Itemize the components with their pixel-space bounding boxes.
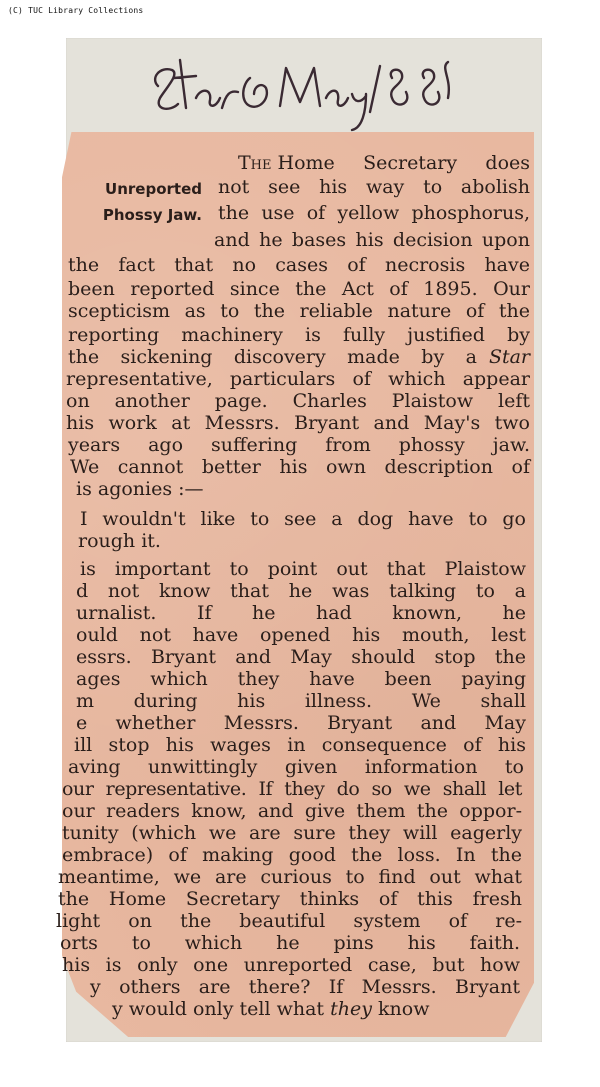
article-line-14: We cannot better his own description of (70, 456, 530, 478)
article-line-8: reporting machinery is fully justified by (68, 324, 530, 346)
article-line-2: not see his way to abolish (218, 176, 530, 198)
article-line-20: urnalist. If he had known, he (76, 602, 526, 624)
article-line-13: years ago suffering from phossy jaw. (68, 434, 530, 456)
copyright-credit: (C) TUC Library Collections (8, 6, 144, 15)
article-line-28: our representative. If they do so we shall let (62, 778, 522, 800)
article-line-7: scepticism as to the reliable nature of the (68, 300, 530, 322)
article-line-6: been reported since the Act of 1895. Our (68, 278, 530, 300)
article-line-9: the sickening discovery made by a Star (68, 346, 530, 368)
article-line-19: d not know that he was talking to a (76, 580, 526, 602)
article-line-5: the fact that no cases of necrosis have (68, 254, 530, 276)
article-line-24: m during his illness. We shall (76, 690, 526, 712)
article-line-26: ill stop his wages in consequence of his (74, 734, 526, 756)
article-line-1: The Home Secretary does (238, 152, 530, 174)
quote-line-2: rough it. (78, 530, 161, 552)
article-line-11: on another page. Charles Plaistow left (66, 390, 530, 412)
article-line-36: his is only one unreported case, but how (62, 954, 520, 976)
article-line-25: e whether Messrs. Bryant and May (76, 712, 526, 734)
marginal-heading-line2: Phossy Jaw. (102, 206, 202, 224)
article-line-3: the use of yellow phosphorus, (218, 202, 530, 224)
article-line-4: and he bases his decision upon (214, 229, 530, 251)
handwritten-date (130, 38, 490, 133)
article-line-30: tunity (which we are sure they will eagerly (62, 822, 522, 844)
article-line-38: y would only tell what they know (112, 998, 430, 1020)
article-line-31: embrace) of making good the loss. In the (62, 844, 522, 866)
article-line-34: light on the beautiful system of re- (56, 910, 522, 932)
marginal-heading (98, 176, 202, 228)
article-line-29: our readers know, and give them the oppor- (62, 800, 522, 822)
article-line-32: meantime, we are curious to find out what (58, 866, 522, 888)
quote-line-1: I wouldn't like to see a dog have to go (80, 508, 526, 530)
article-line-35: orts to which he pins his faith. (60, 932, 520, 954)
article-line-15: is agonies :— (76, 478, 204, 500)
article-line-22: essrs. Bryant and May should stop the (76, 646, 526, 668)
article-line-33: the Home Secretary thinks of this fresh (58, 888, 522, 910)
article-line-27: aving unwittingly given information to (68, 756, 524, 778)
article-line-18: is important to point out that Plaistow (80, 558, 526, 580)
article-line-21: ould not have opened his mouth, lest (76, 624, 526, 646)
article-line-12: his work at Messrs. Bryant and May's two (66, 412, 530, 434)
article-line-23: ages which they have been paying (76, 668, 526, 690)
marginal-heading-line1: Unreported (105, 180, 202, 198)
article-line-37: y others are there? If Messrs. Bryant (90, 976, 520, 998)
article-line-10: representative, particulars of which appear (66, 368, 530, 390)
